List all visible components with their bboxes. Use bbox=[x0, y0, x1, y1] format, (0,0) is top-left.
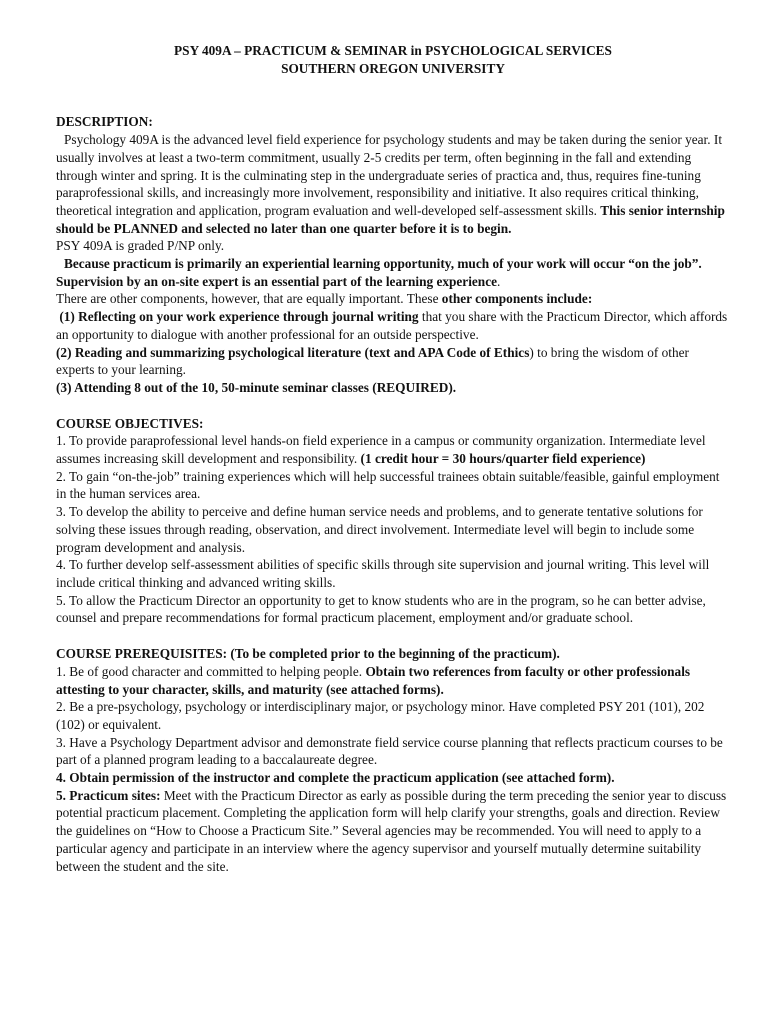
component-2-bold: (2) Reading and summarizing psychological literature (text and APA Code of Ethics bbox=[56, 344, 530, 360]
prerequisite-2: 2. Be a pre-psychology, psychology or interdisciplinary major, or psychology minor. Have completed PSY 201 (101), 202 (102) or equivalent. bbox=[56, 699, 705, 732]
components-intro bbox=[56, 290, 730, 308]
objective-1-bold: (1 credit hour = 30 hours/quarter field experience) bbox=[360, 451, 646, 467]
description-heading: DESCRIPTION: bbox=[56, 114, 153, 130]
component-2-text: ) to bring the wisdom of other experts to your learning. bbox=[56, 344, 689, 378]
components-intro-bold: other components include: bbox=[441, 291, 593, 307]
objective-4: 4. To further develop self-assessment abilities of specific skills through site supervision and journal writing. This level will include critical thinking and advanced writing skills. bbox=[56, 557, 710, 590]
objective-5: 5. To allow the Practicum Director an opportunity to get to know students who are in the program, so he can better advise, counsel and prepare recommendations for formal practicum placement, employment and/or graduate school. bbox=[56, 592, 706, 626]
experiential-period: . bbox=[497, 273, 501, 289]
course-title: PSY 409A – PRACTICUM & SEMINAR in PSYCHOLOGICAL SERVICES bbox=[174, 43, 612, 58]
grading-note: PSY 409A is graded P/NP only. bbox=[56, 238, 225, 254]
component-2 bbox=[56, 344, 730, 379]
prerequisite-1 bbox=[56, 663, 730, 698]
objective-1-text: 1. To provide paraprofessional level hands-on field experience in a campus or community organization. Intermediate level assumes increasing skill development and responsibility. bbox=[56, 433, 706, 467]
prerequisite-5 bbox=[56, 787, 730, 876]
objective-1 bbox=[56, 432, 730, 467]
prerequisite-3: 3. Have a Psychology Department advisor and demonstrate field service course planning that reflects practicum courses to be part of a planned program leading to a baccalaureate degree. bbox=[56, 734, 723, 768]
component-3 bbox=[56, 379, 730, 397]
prerequisite-5-bold: 5. Practicum sites: bbox=[56, 787, 161, 803]
experiential-text: Because practicum is primarily an experiential learning opportunity, much of your work will occur “on the job”. Supervision by an on-site expert is an essential part of the learning experience bbox=[56, 256, 702, 289]
objective-2: 2. To gain “on-the-job” training experiences which will help successful trainees obtain suitable/feasible, gainful employment in the human services area. bbox=[56, 468, 720, 502]
component-1-bold: (1) Reflecting on your work experience through journal writing bbox=[59, 309, 419, 325]
prerequisite-4 bbox=[56, 769, 730, 787]
description-text: Psychology 409A is the advanced level field experience for psychology students and may be taken during the senior year. It usually involves at least a two-term commitment, usually 2-5 credits per term, often beginning in the fall and extending through winter and spring. It is the culminating step in the undergraduate series of practica and, thus, requires fine-tuning paraprofessional skills, and increasingly more involvement, responsibility and initiative. It also requires critical thinking, theoretical integration and application, program evaluation and well-developed self-assessment skills. bbox=[56, 132, 723, 218]
description-paragraph bbox=[56, 131, 730, 237]
university-name: SOUTHERN OREGON UNIVERSITY bbox=[281, 60, 505, 76]
prerequisite-4-bold: 4. Obtain permission of the instructor and complete the practicum application (see attached form). bbox=[56, 770, 615, 786]
description-planning-note: This senior internship should be PLANNED and selected no later than one quarter before it is to begin. bbox=[56, 202, 725, 236]
components-intro-text: There are other components, however, that are equally important. These bbox=[56, 291, 442, 307]
component-3-bold: (3) Attending 8 out of the 10, 50-minute seminar classes (REQUIRED). bbox=[56, 379, 457, 395]
objectives-heading: COURSE OBJECTIVES: bbox=[56, 415, 204, 431]
prerequisites-heading: COURSE PREREQUISITES: (To be completed prior to the beginning of the practicum). bbox=[56, 646, 560, 662]
objective-3: 3. To develop the ability to perceive and define human service needs and problems, and to generate tentative solutions for solving these issues through reading, observation, and direct involvement. Intermediate level will begin to include some program development and analysis. bbox=[56, 504, 703, 555]
component-1-text: that you share with the Practicum Director, which affords an opportunity to dialogue with another professional for an outside perspective. bbox=[56, 309, 728, 342]
component-1 bbox=[56, 308, 730, 343]
experiential-paragraph bbox=[56, 255, 730, 290]
prerequisite-1-text: 1. Be of good character and committed to helping people. bbox=[56, 663, 366, 679]
prerequisite-1-bold: Obtain two references from faculty or other professionals attesting to your character, skills, and maturity (see attached forms). bbox=[56, 663, 691, 697]
prerequisite-5-text: Meet with the Practicum Director as early as possible during the term preceding the senior year to discuss potential practicum placement. Completing the application form will help clarify your strengths, goals and direction. Review the guidelines on “How to Choose a Practicum Site.” Several agencies may be recommended. You will need to apply to a particular agency and participate in an interview where the agency supervisor and yourself mutually determine suitability between the student and the site. bbox=[56, 787, 727, 874]
